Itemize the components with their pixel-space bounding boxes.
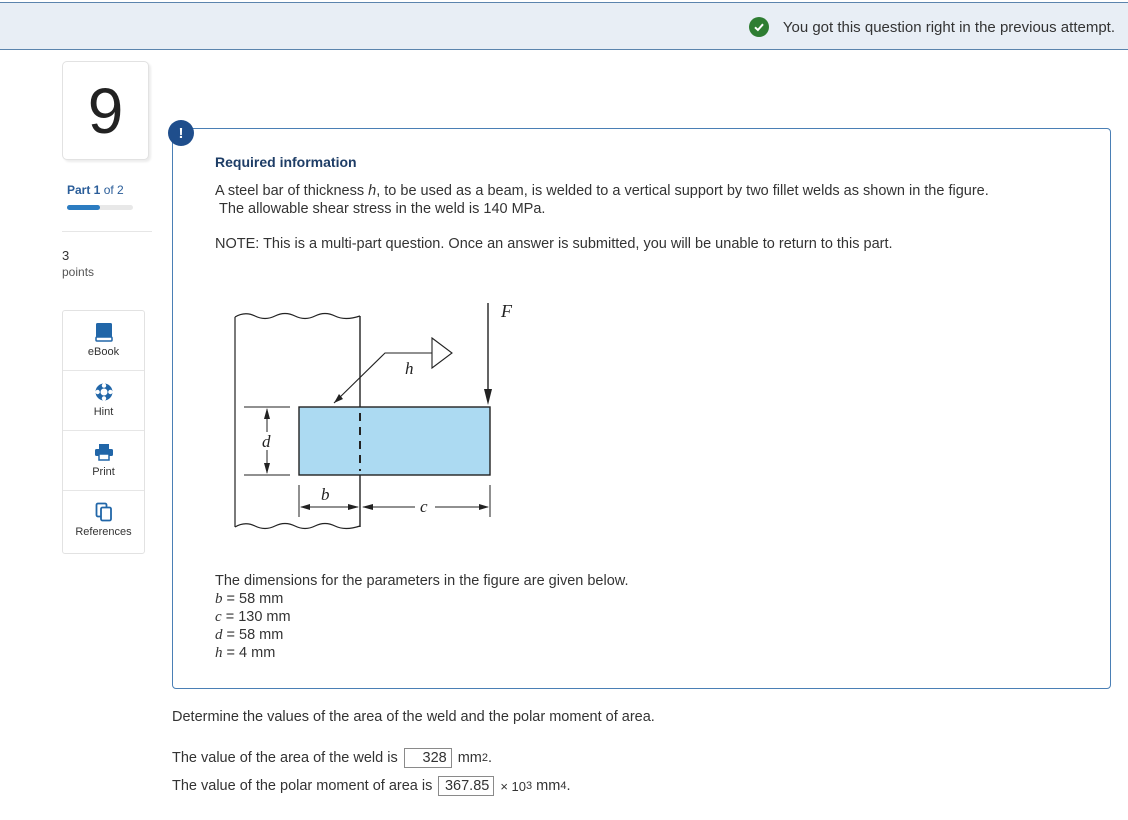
print-button[interactable] xyxy=(63,431,144,491)
book-icon xyxy=(95,322,113,342)
answer2-unit: mm xyxy=(536,778,561,794)
dim-c-arrow-right xyxy=(479,504,489,510)
dims-intro: The dimensions for the parameters in the figure are given below. xyxy=(215,573,629,589)
answer2-exponent: 4 xyxy=(560,780,567,792)
tools-panel xyxy=(62,310,145,554)
weld-leader xyxy=(334,353,432,403)
multipart-note: NOTE: This is a multi-part question. Once an answer is submitted, you will be unable to return to this part. xyxy=(215,236,893,252)
force-arrowhead xyxy=(484,389,492,405)
problem-statement xyxy=(215,182,1095,218)
answer-row-polar-moment xyxy=(172,776,571,796)
answer2-multiplier: × 10 xyxy=(500,778,527,794)
ebook-button[interactable] xyxy=(63,311,144,371)
part-of-label: of 2 xyxy=(103,183,124,197)
answer2-label: The value of the polar moment of area is xyxy=(172,778,433,794)
statement-shear-stress: The allowable shear stress in the weld is 140 MPa. xyxy=(219,201,546,217)
exclamation-icon: ! xyxy=(168,120,194,146)
required-info-title: Required information xyxy=(215,154,357,170)
dim-d-arrow-bottom xyxy=(264,463,270,474)
print-label: Print xyxy=(92,466,115,478)
answer2-period: . xyxy=(566,778,571,794)
task-prompt: Determine the values of the area of the weld and the polar moment of area. xyxy=(172,709,655,725)
status-banner xyxy=(0,2,1128,50)
dim-c: c = 130 mm xyxy=(215,609,291,625)
support-break-top xyxy=(235,314,360,319)
question-number: 9 xyxy=(62,61,149,160)
lifebuoy-icon xyxy=(94,382,114,402)
answer1-label: The value of the area of the weld is xyxy=(172,750,398,766)
dim-b: b = 58 mm xyxy=(215,591,284,607)
label-b: b xyxy=(321,485,330,504)
part-indicator xyxy=(67,183,124,197)
divider xyxy=(62,231,152,232)
label-c: c xyxy=(420,497,428,516)
weld-area-answer-field[interactable]: 328 xyxy=(404,748,452,768)
steel-bar xyxy=(299,407,490,475)
label-h: h xyxy=(405,359,414,378)
weld-tail-symbol xyxy=(432,338,452,368)
statement-variable: h xyxy=(368,183,377,199)
references-label: References xyxy=(75,526,132,538)
statement-part-a: A steel bar of thickness xyxy=(215,183,369,199)
dim-d: d = 58 mm xyxy=(215,627,284,643)
answer-row-weld-area xyxy=(172,748,492,768)
dimensions-list xyxy=(215,572,628,662)
label-F: F xyxy=(501,301,512,321)
polar-moment-answer-field[interactable]: 367.85 xyxy=(438,776,494,796)
hint-label: Hint xyxy=(93,406,114,418)
progress-bar xyxy=(67,205,133,210)
answer2-multiplier-exponent: 3 xyxy=(526,780,533,792)
printer-icon xyxy=(94,442,114,462)
dim-c-arrow-left xyxy=(362,504,373,510)
dim-d-arrow-top xyxy=(264,408,270,419)
points-value: 3 xyxy=(62,248,70,263)
points-label: points xyxy=(62,265,95,279)
answer1-exponent: 2 xyxy=(481,752,488,764)
ebook-label: eBook xyxy=(87,346,120,358)
dim-h: h = 4 mm xyxy=(215,645,276,661)
statement-part-b: , to be used as a beam, is welded to a vertical support by two fillet welds as shown in the figure. xyxy=(376,183,989,199)
answer1-unit: mm xyxy=(457,750,482,766)
hint-button[interactable] xyxy=(63,371,144,431)
part-label: Part 1 xyxy=(67,183,101,197)
progress-fill xyxy=(67,205,100,210)
label-d: d xyxy=(262,432,271,451)
copy-icon xyxy=(95,502,113,522)
weld-figure xyxy=(230,295,530,550)
support-break-bottom xyxy=(235,524,360,529)
dim-b-arrow-right xyxy=(348,504,359,510)
dim-b-arrow-left xyxy=(300,504,310,510)
references-button[interactable] xyxy=(63,491,144,553)
check-circle-icon xyxy=(749,17,769,37)
answer1-period: . xyxy=(488,750,493,766)
banner-message: You got this question right in the previous attempt. xyxy=(782,18,1115,36)
